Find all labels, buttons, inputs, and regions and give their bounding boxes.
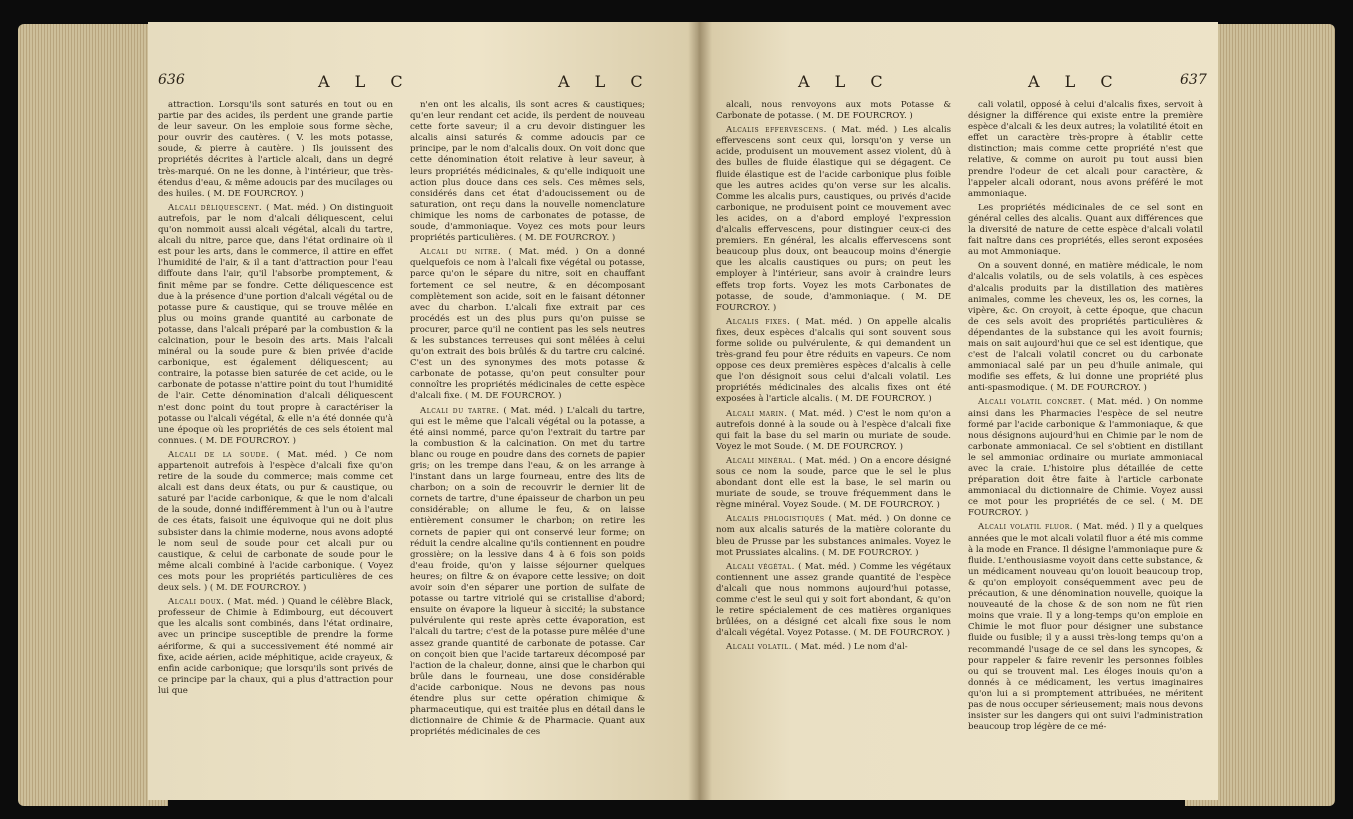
running-header-left-2: A L C xyxy=(558,72,653,91)
entry-body: ( Mat. méd. ) On appelle alcalis fixes, deux espèces d'alcalis qui sont souvent sous forme solide ou pulvérulente, & qui demandent un très-grand feu pour être réduits en vapeurs. Ce nom oppose ces deux premières espèces d'alcalis à celle que l'on désignoit sous celui d'alcali volatil. Les propriétés médicinales des alcalis fixes ont été exposées à l'article alcalis. ( M. DE FOURCROY. ) xyxy=(716,316,951,405)
article-entry xyxy=(410,247,645,402)
left-page xyxy=(148,22,698,800)
entry-body: ( Mat. méd. ) Ce nom appartenoit autrefois à l'espèce d'alcali fixe qu'on retire de la soude du commerce; mais comme cet alcali est dans deux états, ou pur & caustique, ou saturé par l'acide carbonique, & que le nom d'alcali de la soude, donné indifféremment à l'un ou à l'autre de ces états, faisoit une équivoque qui ne doit plus subsister dans la chimie moderne, nous avons adopté le nom seul de soude pour cet alcali pur ou caustique, & celui de carbonate de soude pour le même alcali combiné à l'acide carbonique. ( Voyez ces mots pour les propriétés particulières de ces deux sels. ) ( M. DE FOURCROY. ) xyxy=(158,449,393,594)
entry-body: attraction. Lorsqu'ils sont saturés en tout ou en partie par des acides, ils perdent une grande partie de leur saveur. On les emploie sous forme sèche, pour ouvrir des cautères. ( V. les mots potasse, soude, & pierre à cautère. ) Ils jouissent des propriétés décrites à l'article alcali, dans un degré très-marqué. On ne les donne, à l'intérieur, que très-étendus d'eau, & même adoucis par des mucilages ou des huiles. ( M. DE FOURCROY. ) xyxy=(158,100,393,199)
article-entry xyxy=(968,261,1203,394)
running-header-left-1: A L C xyxy=(318,72,413,91)
article-entry xyxy=(716,642,951,653)
article-entry xyxy=(158,450,393,594)
entry-headword: Alcali doux. xyxy=(168,597,225,608)
article-entry xyxy=(716,125,951,314)
entry-headword: Alcalis effervescens. xyxy=(726,125,827,136)
entry-headword: Alcali volatil fluor. xyxy=(978,522,1074,533)
entry-body: ( Mat. méd. ) On distinguoit autrefois, par le nom d'alcali déliquescent, celui qu'on nommoit aussi alcali végétal, alcali du tartre, alcali du nitre, parce que, dans l'état ordinaire où il est pour les arts, dans le commerce, il attire en effet l'humidité de l'air, & il a tant d'attraction pour l'eau diffoute dans l'air, qu'il l'absorbe promptement, & finit même par se fondre. Cette déliquescence est due à la présence d'une portion d'alcali végétal ou de potasse pure & caustique, qui se trouve mêlée en plus ou moins grande quantité au carbonate de potasse, dans l'alcali préparé par la combustion & la calcination, pour le besoin des arts. Mais l'alcali minéral ou la soude pure & bien privée d'acide carbonique, est également déliquescent; au contraire, la potasse bien saturée de cet acide, ou le carbonate de potasse n'attire point du tout l'humidité de l'air. Cette dénomination d'alcali déliquescent n'est donc point du tout propre à caractériser la potasse ou l'alcali végétal, & elle n'a été donnée qu'à une époque où les propriétés de ces sels étoient mal connues. ( M. DE FOURCROY. ) xyxy=(158,202,393,446)
article-entry xyxy=(158,203,393,447)
entry-body: ( Mat. méd. ) On a donné quelquefois ce nom à l'alcali fixe végétal ou potasse, parce qu'on le sépare du nitre, soit en chauffant fortement ce sel neutre, & en décomposant complètement son acide, soit en le faisant détonner avec du charbon. L'alcali fixe extrait par ces procédés est un des plus purs qu'on puisse se procurer, parce qu'il ne contient pas les sels neutres & les substances terreuses qui sont mêlées à celui qu'on extrait des bois brûlés & du tartre cru calciné. C'est un des synonymes des mots potasse & carbonate de potasse, qu'on peut consulter pour connoître les propriétés médicinales de cette espèce d'alcali fixe. ( M. DE FOURCROY. ) xyxy=(410,247,645,402)
article-entry xyxy=(716,409,951,453)
right-page-column-1 xyxy=(716,100,951,780)
right-page xyxy=(698,22,1218,800)
article-entry xyxy=(968,397,1203,519)
article-entry xyxy=(716,562,951,640)
article-entry xyxy=(410,100,645,244)
article-entry xyxy=(716,514,951,558)
article-entry xyxy=(158,100,393,200)
entry-headword: Alcali du tartre. xyxy=(420,405,500,416)
entry-body: ( Mat. méd. ) Il y a quelques années que le mot alcali volatil fluor a été mis comme à la mode en France. Il désigne l'ammoniaque pure & fluide. L'enthousiasme voyoit dans cette substance, & un médicament nouveau qu'on louoit beaucoup trop, & qu'on employoit conséquemment avec peu de précaution, & une dénomination nouvelle, quoique la nouveauté de la chose & de son nom ne fût rien moins que vraie. Il y a long-temps qu'on emploie en Chimie le mot fluor pour désigner une substance fluide ou fusible; il y a aussi très-long temps qu'on a recommandé l'usage de ce sel dans les syncopes, & pour rappeler & faire revenir les personnes foibles ou qui se trouvent mal. Les éloges inouis qu'on a donnés à ce médicament, les vertus imaginaires qu'on lui a si promptement attribuées, ne méritent pas de nous occuper sérieusement; mais nous devons insister sur les dangers qui ont suivi l'administration beaucoup trop légère de ce mé- xyxy=(968,522,1203,733)
entry-headword: Alcali volatil concret. xyxy=(978,397,1086,408)
entry-body: ( Mat. méd. ) Quand le célèbre Black, professeur de Chimie à Edimbourg, eut découvert que les alcalis sont combinés, dans l'état ordinaire, avec un principe susceptible de prendre la forme aériforme, & qui a successivement été nommé air fixe, acide aérien, acide méphitique, acide crayeux, & enfin acide carbonique; que lorsqu'ils sont privés de ce principe par la chaux, qui a plus d'attraction pour lui que xyxy=(158,597,393,696)
entry-headword: Alcalis phlogistiqués xyxy=(726,514,825,525)
article-entry xyxy=(410,406,645,739)
entry-body: ( Mat. méd. ) On a encore désigné sous ce nom la soude, parce que le sel le plus abondant dont elle est la base, le sel marin ou muriate de soude, se trouve fréquemment dans le règne minéral. Voyez Soude. ( M. DE FOURCROY. ) xyxy=(716,455,951,511)
article-entry xyxy=(968,522,1203,733)
entry-body: cali volatil, opposé à celui d'alcalis fixes, servoit à désigner la différence qui existe entre la première espèce d'alcali & les deux autres; la volatilité étoit en effet un caractère très-propre à établir cette distinction; mais comme cette propriété n'est que relative, & comme on auroit pu tout aussi bien prendre l'odeur de cet alcali pour caractère, & l'appeler alcali odorant, nous avons préféré le mot ammoniaque. xyxy=(968,100,1203,199)
entry-body: ( Mat. méd. ) Comme les végétaux contiennent une assez grande quantité de l'espèce d'alcali que nous nommons aujourd'hui potasse, comme c'est le seul qui y soit fort abondant, & qu'on le retire spécialement de ces matières organiques brûlées, on a désigné cet alcali fixe sous le nom d'alcali végétal. Voyez Potasse. ( M. DE FOURCROY. ) xyxy=(716,561,951,639)
entry-headword: Alcalis fixes. xyxy=(726,316,791,327)
book-gutter xyxy=(688,22,712,800)
page-number-left: 636 xyxy=(158,72,185,88)
open-book xyxy=(18,14,1335,810)
entry-body: ( Mat. méd. ) Le nom d'al- xyxy=(794,642,908,653)
entry-headword: Alcali marin. xyxy=(726,408,788,419)
left-page-column-2 xyxy=(410,100,645,780)
article-entry xyxy=(968,203,1203,258)
entry-headword: Alcali déliquescent. xyxy=(168,202,263,213)
left-page-column-1 xyxy=(158,100,393,780)
left-page-edges xyxy=(18,24,168,806)
entry-headword: Alcali végétal. xyxy=(726,561,795,572)
entry-body: ( Mat. méd. ) C'est le nom qu'on a autrefois donné à la soude ou à l'espèce d'alcali fixe qui fait la base du sel marin ou muriate de soude. Voyez le mot Soude. ( M. DE FOURCROY. ) xyxy=(716,408,951,452)
entry-body: ( Mat. méd. ) On donne ce nom aux alcalis saturés de la matière colorante du bleu de Prusse par les substances animales. Voyez le mot Prussiates alcalins. ( M. DE FOURCROY. ) xyxy=(716,514,951,558)
entry-headword: Alcali de la soude. xyxy=(168,449,270,460)
entry-headword: Alcali minéral. xyxy=(726,455,796,466)
right-page-column-2 xyxy=(968,100,1203,780)
article-entry xyxy=(716,100,951,122)
entry-body: Les propriétés médicinales de ce sel sont en général celles des alcalis. Quant aux différences que la diversité de nature de cette espèce d'alcali volatil fait naître dans ces propriétés, elles seront exposées au mot Ammoniaque. xyxy=(968,202,1203,258)
page-number-right: 637 xyxy=(1180,72,1207,88)
entry-body: ( Mat. méd. ) L'alcali du tartre, qui est le même que l'alcali végétal ou la potasse, a été ainsi nommé, parce qu'on l'extrait du tartre par la combustion & la calcination. On met du tartre blanc ou rouge en poudre dans des cornets de papier gris; on les trempe dans l'eau, & on les arrange à l'instant dans un large fourneau, entre des lits de charbon; on a soin de recouvrir le dernier lit de cornets de tartre, d'une épaisseur de charbon un peu considérable; on allume le feu, & on laisse entièrement consumer le charbon; on retire les cornets de papier qui ont conservé leur forme; on réduit la cendre alcaline qu'ils contiennent en poudre grossière; on la lessive dans 4 à 6 fois son poids d'eau froide, qu'on y laisse séjourner quelques heures; on filtre & on évapore cette lessive; on doit avoir soin d'en séparer une portion de sulfate de potasse ou tartre vitriolé qui se cristallise d'abord; ensuite on évapore la liqueur à siccité; la substance pulvérulente qui reste après cette évaporation, est l'alcali du tartre; c'est de la potasse pure mêlée d'une assez grande quantité de carbonate de potasse. Car on conçoit bien que l'acide tartareux décomposé par l'action de la chaleur, donne, ainsi que le charbon qui brûle dans le fourneau, une dose considérable d'acide carbonique. Nous ne devons pas nous étendre plus sur cette opération chimique & pharmaceutique, qui est traitée plus en détail dans le dictionnaire de Chimie & de Pharmacie. Quant aux propriétés médicinales de ces xyxy=(410,405,645,738)
article-entry xyxy=(968,100,1203,200)
article-entry xyxy=(716,317,951,406)
entry-body: ( Mat. méd. ) Les alcalis effervescens sont ceux qui, lorsqu'on y verse un acide, produisent un mouvement assez violent, dû à des bulles de fluide élastique qui se dégagent. Ce fluide élastique est de l'acide carbonique plus foible que les autres acides qu'on verse sur les alcalis. Comme les alcalis purs, caustiques, ou privés d'acide carbonique, ne produisent point ce mouvement avec les acides, on a d'abord employé l'expression d'alcalis effervescens, pour distinguer ceux-ci des premiers. En général, les alcalis effervescens sont beaucoup plus doux, ont beaucoup moins d'énergie que les alcalis caustiques ou purs; on peut les employer à l'intérieur, sans avoir à craindre leurs effets trop forts. Voyez les mots Carbonates de potasse, de soude, d'ammoniaque. ( M. DE FOURCROY. ) xyxy=(716,125,951,313)
entry-body: n'en ont les alcalis, ils sont acres & caustiques; qu'en leur rendant cet acide, ils perdent de nouveau cette forte saveur; il a cru devoir distinguer les alcalis ainsi saturés & comme adoucis par ce principe, par le nom d'alcalis doux. On voit donc que cette dénomination étoit relative à leur saveur, à leurs propriétés médicinales, & qu'elle indiquoit une action plus douce dans ces sels. Ces mêmes sels, considérés dans cet état d'adoucissement ou de saturation, ont reçu dans la nouvelle nomenclature chimique les noms de carbonates de potasse, de soude, d'ammoniaque. Voyez ces mots pour leurs propriétés particulières. ( M. DE FOURCROY. ) xyxy=(410,100,645,244)
entry-body: On a souvent donné, en matière médicale, le nom d'alcalis volatils, ou de sels volatils, à ces espèces d'alcalis produits par la distillation des matières animales, comme les cheveux, les os, les cornes, la vipère, &c. On croyoit, à cette époque, que chacun de ces sels avoit des propriétés particulières & dépendantes de la substance qui les avoit fournis; mais on sait aujourd'hui que ce sel est identique, que c'est de l'alcali volatil concret ou du carbonate ammoniacal salé par un peu d'huile animale, qui modifie ses effets, & lui donne une propriété plus anti-spasmodique. ( M. DE FOURCROY. ) xyxy=(968,261,1203,394)
running-header-right-1: A L C xyxy=(798,72,893,91)
entry-body: alcali, nous renvoyons aux mots Potasse & Carbonate de potasse. ( M. DE FOURCROY. ) xyxy=(716,100,951,122)
article-entry xyxy=(158,597,393,697)
article-entry xyxy=(716,456,951,511)
entry-headword: Alcali volatil. xyxy=(726,642,792,653)
entry-body: ( Mat. méd. ) On nomme ainsi dans les Pharmacies l'espèce de sel neutre formé par l'acide carbonique & l'ammoniaque, & que nous désignons aujourd'hui en Chimie par le nom de carbonate ammoniacal. Ce sel s'obtient en distillant le sel ammoniac ordinaire ou muriate ammoniacal avec la craie. L'histoire plus détaillée de cette préparation doit être faite à l'article carbonate ammoniacal du dictionnaire de Chimie. Voyez aussi ce mot pour les propriétés de ce sel. ( M. DE FOURCROY. ) xyxy=(968,397,1203,519)
entry-headword: Alcali du nitre. xyxy=(420,247,502,258)
running-header-right-2: A L C xyxy=(1028,72,1123,91)
